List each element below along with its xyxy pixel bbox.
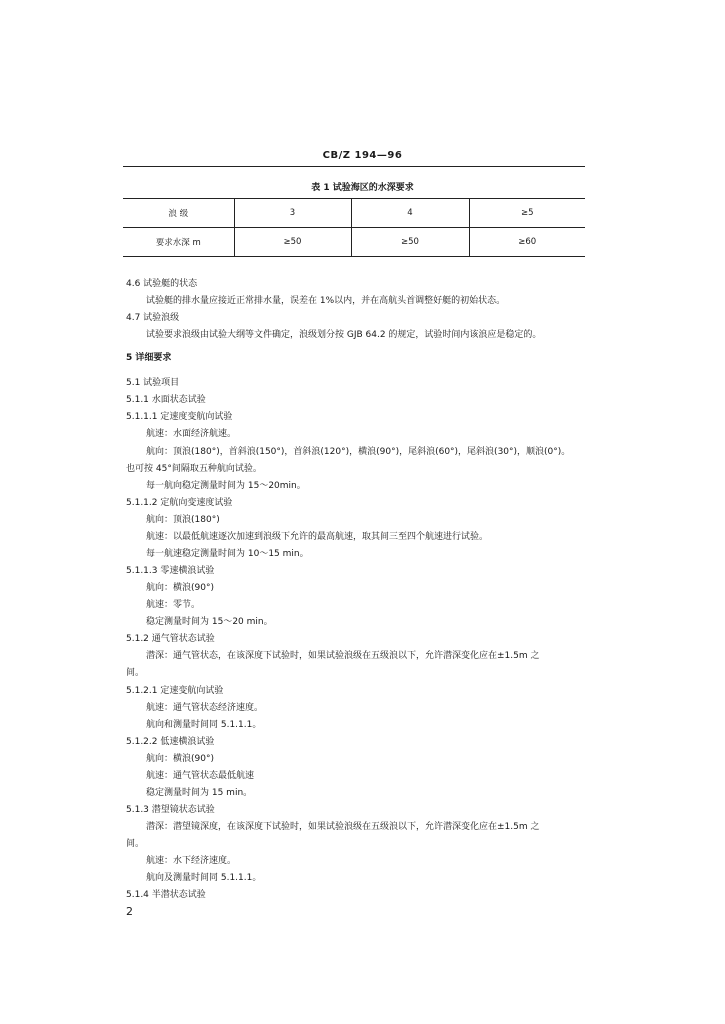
body-text: 间。 (126, 668, 145, 678)
header-rule (123, 166, 585, 167)
body-text: 航向：顶浪(180°) (146, 515, 220, 525)
section-heading: 5.1.2 通气管状态试验 (126, 634, 215, 644)
table-row (123, 228, 585, 257)
section-heading: 5.1.1 水面状态试验 (126, 395, 206, 405)
section-heading: 4.6 试验艇的状态 (126, 279, 198, 289)
table-cell: ≥50 (351, 228, 469, 257)
body-text: 潜深：潜望镜深度，在该深度下试验时，如果试验浪级在五级浪以下，允许潜深变化应在±1.5m 之 (146, 822, 540, 832)
body-text: 试验要求浪级由试验大纲等文件确定，浪级划分按 GJB 64.2 的规定，试验时间内该浪应是稳定的。 (146, 330, 542, 340)
body-text: 航速：零节。 (146, 600, 201, 610)
body-text: 航向：横浪(90°) (146, 754, 214, 764)
body-text: 航向：横浪(90°) (146, 583, 214, 593)
section-heading: 5.1.1.3 零速横浪试验 (126, 566, 215, 576)
table-cell: 4 (351, 199, 469, 228)
table-cell: 浪 级 (123, 199, 234, 228)
page-number: 2 (126, 905, 133, 918)
body-text: 每一航速稳定测量时间为 10～15 min。 (146, 549, 309, 559)
body-text: 稳定测量时间为 15 min。 (146, 788, 253, 798)
body-text: 潜深：通气管状态，在该深度下试验时，如果试验浪级在五级浪以下，允许潜深变化应在±1.5m 之 (146, 651, 540, 661)
body-text: 航速：通气管状态最低航速 (146, 771, 255, 781)
body-text: 航向和测量时间同 5.1.1.1。 (146, 720, 262, 730)
body-text: 每一航向稳定测量时间为 15～20min。 (146, 481, 306, 491)
table-row (123, 199, 585, 228)
water-depth-table (123, 198, 585, 257)
body-text: 试验艇的排水量应接近正常排水量，误差在 1%以内，并在高航头首调整好艇的初始状态。 (146, 296, 506, 306)
body-text: 航向及测量时间同 5.1.1.1。 (146, 873, 262, 883)
body-text: 航速：通气管状态经济速度。 (146, 703, 264, 713)
table-cell: 要求水深 m (123, 228, 234, 257)
section-heading: 4.7 试验浪级 (126, 313, 180, 323)
body-text: 航速：以最低航速逐次加速到浪级下允许的最高航速，取其间三至四个航速进行试验。 (146, 532, 489, 542)
section-heading: 5 详细要求 (126, 353, 172, 363)
table-cell: ≥5 (469, 199, 585, 228)
table-cell: ≥60 (469, 228, 585, 257)
body-text: 稳定测量时间为 15～20 min。 (146, 617, 273, 627)
section-heading: 5.1 试验项目 (126, 378, 180, 388)
section-heading: 5.1.2.2 低速横浪试验 (126, 737, 215, 747)
section-heading: 5.1.2.1 定速变航向试验 (126, 686, 224, 696)
body-text: 航速：水面经济航速。 (146, 429, 237, 439)
body-text: 航向：顶浪(180°)，首斜浪(150°)，首斜浪(120°)，横浪(90°)，尾斜浪(60°)，尾斜浪(30°)，顺浪(0°)。 (146, 447, 571, 457)
body-text: 间。 (126, 839, 145, 849)
section-heading: 5.1.1.1 定速度变航向试验 (126, 412, 233, 422)
table-cell: 3 (234, 199, 351, 228)
table-caption: 表 1 试验海区的水深要求 (311, 183, 414, 193)
body-text: 也可按 45°间隔取五种航向试验。 (126, 464, 262, 474)
page-header: CB/Z 194—96 (322, 150, 403, 161)
section-heading: 5.1.3 潜望镜状态试验 (126, 805, 215, 815)
section-heading: 5.1.1.2 定航向变速度试验 (126, 498, 233, 508)
table-cell: ≥50 (234, 228, 351, 257)
section-heading: 5.1.4 半潜状态试验 (126, 890, 206, 900)
body-text: 航速：水下经济速度。 (146, 856, 237, 866)
